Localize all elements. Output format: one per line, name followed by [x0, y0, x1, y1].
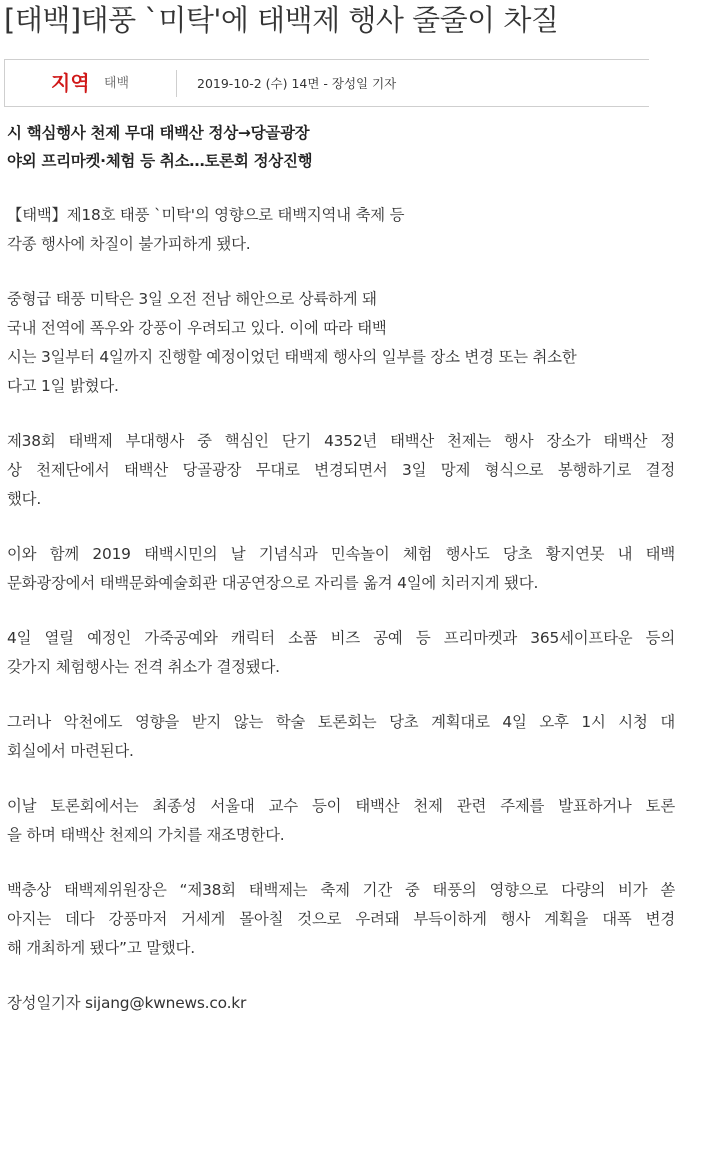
paragraph-line: 【태백】제18호 태풍 `미탁'의 영향으로 태백지역내 축제 등 — [7, 206, 405, 224]
paragraph-line: 했다. — [7, 490, 42, 508]
article-meta-bar — [4, 59, 649, 107]
paragraph-line: 제38회 태백제 부대행사 중 핵심인 단기 4352년 태백산 천제는 행사 장소가 태백산 정 — [7, 432, 675, 450]
article-paragraph — [7, 285, 675, 401]
article-paragraph — [7, 708, 675, 766]
paragraph-line: 중형급 태풍 미탁은 3일 오전 전남 해안으로 상륙하게 돼 — [7, 290, 377, 308]
paragraph-line: 회실에서 마련된다. — [7, 742, 134, 760]
paragraph-line: 백충상 태백제위원장은 “제38회 태백제는 축제 기간 중 태풍의 영향으로 다량의 비가 쏟 — [7, 881, 675, 899]
article-paragraph — [7, 201, 675, 259]
subtitle-line: 야외 프리마켓·체험 등 취소…토론회 정상진행 — [7, 152, 313, 170]
paragraph-line: 아지는 데다 강풍마저 거세게 몰아칠 것으로 우려돼 부득이하게 행사 계획을 대폭 변경 — [7, 910, 675, 928]
paragraph-line: 을 하며 태백산 천제의 가치를 재조명한다. — [7, 826, 285, 844]
article-subtitles — [7, 119, 677, 175]
article-paragraph — [7, 876, 675, 963]
article-paragraph — [7, 989, 675, 1018]
paragraph-line: 해 개최하게 됐다”고 말했다. — [7, 939, 195, 957]
article-paragraph — [7, 540, 675, 598]
meta-divider — [176, 70, 177, 97]
subtitle-line: 시 핵심행사 천제 무대 태백산 정상→당골광장 — [7, 124, 310, 142]
paragraph-line: 이날 토론회에서는 최종성 서울대 교수 등이 태백산 천제 관련 주제를 발표하거나 토론 — [7, 797, 675, 815]
article-paragraph — [7, 792, 675, 850]
paragraph-line: 갖가지 체험행사는 전격 취소가 결정됐다. — [7, 658, 280, 676]
article-date-byline: 2019-10-2 (수) 14면 - 장성일 기자 — [197, 76, 397, 91]
paragraph-line: 장성일기자 sijang@kwnews.co.kr — [7, 994, 247, 1012]
paragraph-line: 문화광장에서 태백문화예술회관 대공연장으로 자리를 옮겨 4일에 치러지게 됐다. — [7, 574, 539, 592]
subsection-label[interactable]: 태백 — [104, 76, 130, 91]
article-headline: [태백]태풍 `미탁'에 태백제 행사 줄줄이 차질 — [4, 3, 559, 37]
paragraph-line: 4일 열릴 예정인 가죽공예와 캐릭터 소품 비즈 공예 등 프리마켓과 365세이프타운 등의 — [7, 629, 675, 647]
paragraph-line: 각종 행사에 차질이 불가피하게 됐다. — [7, 235, 251, 253]
article-paragraph — [7, 427, 675, 514]
paragraph-line: 국내 전역에 폭우와 강풍이 우려되고 있다. 이에 따라 태백 — [7, 319, 387, 337]
section-label[interactable]: 지역 — [51, 71, 90, 95]
paragraph-line: 상 천제단에서 태백산 당골광장 무대로 변경되면서 3일 망제 형식으로 봉행하기로 결정 — [7, 461, 675, 479]
article-body — [7, 201, 675, 1044]
paragraph-line: 다고 1일 밝혔다. — [7, 377, 119, 395]
paragraph-line: 시는 3일부터 4일까지 진행할 예정이었던 태백제 행사의 일부를 장소 변경 또는 취소한 — [7, 348, 577, 366]
paragraph-line: 그러나 악천에도 영향을 받지 않는 학술 토론회는 당초 계획대로 4일 오후 1시 시청 대 — [7, 713, 675, 731]
paragraph-line: 이와 함께 2019 태백시민의 날 기념식과 민속놀이 체험 행사도 당초 황지연못 내 태백 — [7, 545, 675, 563]
article-paragraph — [7, 624, 675, 682]
